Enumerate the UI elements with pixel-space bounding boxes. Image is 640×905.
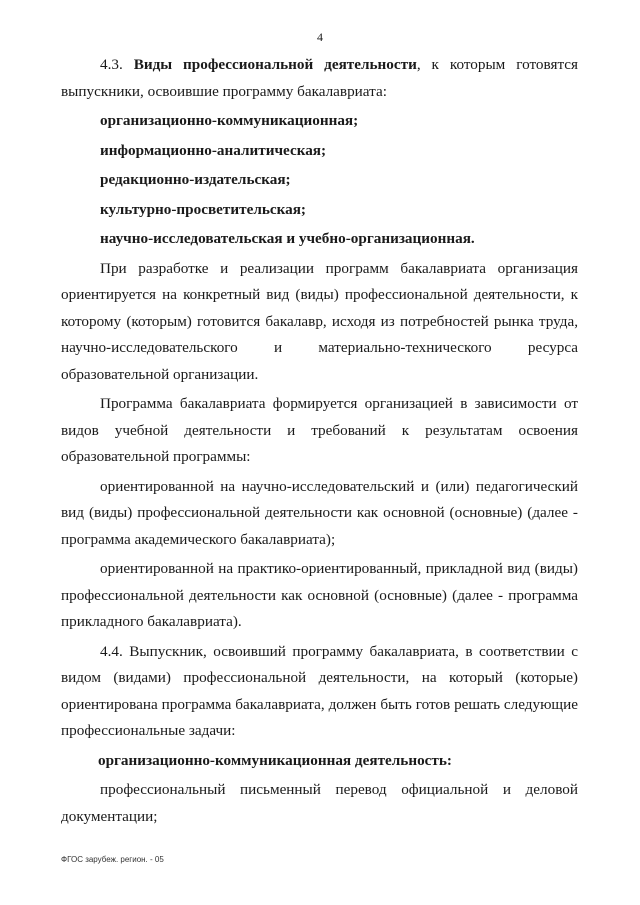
activity-type-item: редакционно-издательская; — [100, 171, 291, 188]
paragraph-4-4: 4.4. Выпускник, освоивший программу бакалавриата, в соответствии с видом (видами) профессиональной деятельности, на который (которые) ориентирована программа бакалавриата, должен быть готов решать следующие профессиональные задачи: — [61, 642, 578, 739]
section-number: 4.3. — [100, 56, 134, 73]
section-bold-lead: Виды профессиональной деятельности — [133, 56, 417, 73]
section-4-3 — [61, 52, 578, 105]
subheading: организационно-коммуникационная деятельность: — [98, 751, 452, 769]
footer-note: ФГОС зарубеж. регион. - 05 — [61, 855, 164, 864]
activity-type-item: научно-исследовательская и учебно-организационная. — [100, 230, 475, 247]
paragraph: Программа бакалавриата формируется организацией в зависимости от видов учебной деятельности и требований к результатам освоения образовательной программы: — [61, 395, 578, 465]
paragraph: профессиональный письменный перевод официальной и деловой документации; — [61, 781, 578, 825]
activity-type-item: организационно-коммуникационная; — [100, 112, 359, 129]
activity-type-item: информационно-аналитическая; — [100, 141, 327, 159]
activity-type-item: культурно-просветительская; — [100, 200, 306, 218]
paragraph: ориентированной на практико-ориентированный, прикладной вид (виды) профессиональной деятельности как основной (основные) (далее - программа прикладного бакалавриата). — [61, 560, 578, 630]
paragraph: При разработке и реализации программ бакалавриата организация ориентируется на конкретный вид (виды) профессиональной деятельности, к которому (которым) готовится бакалавр, исходя из потребностей рынка труда, научно-исследовательского и материально-технического ресурса образовательной организации. — [61, 259, 578, 383]
section-rest: , к которым готовятся выпускники, освоившие программу бакалавриата: — [61, 56, 578, 100]
page-number: 4 — [317, 30, 323, 44]
paragraph: ориентированной на научно-исследовательский и (или) педагогический вид (виды) профессиональной деятельности как основной (основные) (далее - программа академического бакалавриата); — [61, 477, 578, 548]
page-body — [61, 52, 578, 833]
